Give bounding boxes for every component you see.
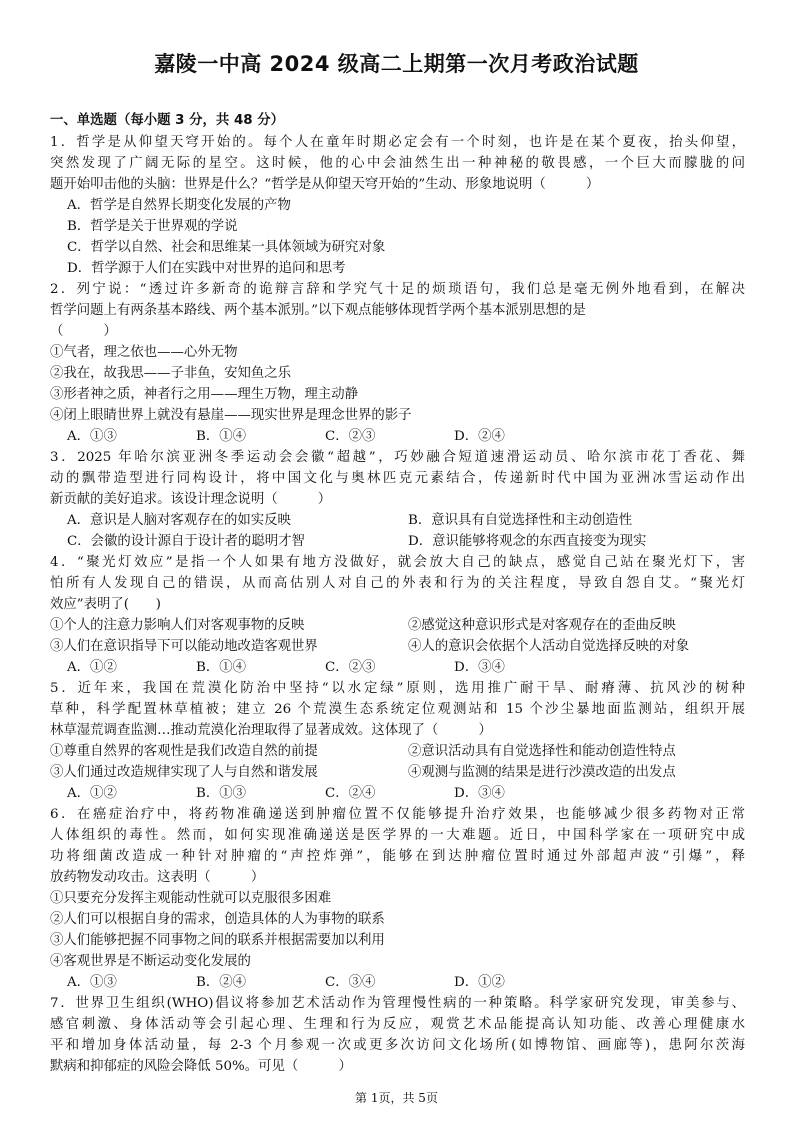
option-a: A．①② bbox=[67, 786, 117, 801]
question-text: 草种，科学配置林草植被；建立 26 个荒漠生态系统定位观测站和 15 个沙尘暴地面监测站，组织开展 bbox=[50, 702, 745, 717]
statement-row bbox=[50, 615, 745, 636]
option-a: A．意识是人脑对客观存在的如实反映 bbox=[67, 513, 291, 528]
option-c: C．哲学以自然、社会和思维某一具体领域为研究对象 bbox=[67, 240, 386, 255]
question-text: 7．世界卫生组织(WHO)倡议将参加艺术活动作为管理慢性病的一种策略。科学家研究发现，审美参与、 bbox=[50, 996, 745, 1011]
statement-4: ④观测与监测的结果是进行沙漠改造的出发点 bbox=[408, 765, 676, 780]
question-text: 突然发现了广阔无际的星空。这时候，他的心中会油然生出一种神秘的敬畏感，一个巨大而朦胧的问 bbox=[50, 156, 745, 171]
answer-options bbox=[50, 531, 745, 552]
option-c: C．会徽的设计源自于设计者的聪明才智 bbox=[67, 534, 305, 549]
statement-2: ②我在，故我思——子非鱼，安知鱼之乐 bbox=[50, 366, 292, 381]
option-d: D．③④ bbox=[454, 786, 505, 801]
option-c: C．②④ bbox=[325, 786, 376, 801]
question-text: 默病和抑郁症的风险会降低 50%。可见（ ） bbox=[50, 1059, 352, 1074]
option-a: A．哲学是自然界长期变化发展的产物 bbox=[67, 198, 291, 213]
question-3 bbox=[50, 447, 745, 552]
option-d: D．③④ bbox=[454, 660, 505, 675]
question-4 bbox=[50, 552, 745, 678]
question-7 bbox=[50, 993, 745, 1077]
option-d: D．①② bbox=[454, 975, 505, 990]
question-text: 4．“聚光灯效应”是指一个人如果有地方没做好，就会放大自己的缺点，感觉自己站在聚光灯下，害 bbox=[50, 555, 745, 570]
question-text: 平和增加身体活动量，每 2-3 个月参观一次或更多次访问文化场所(如博物馆、画廊等)，患阿尔茨海 bbox=[50, 1038, 745, 1053]
question-text: 1．哲学是从仰望天穹开始的。每个人在童年时期必定会有一个时刻，也许是在某个夏夜，抬头仰望， bbox=[50, 135, 745, 150]
page-number: 第 1页，共 5页 bbox=[355, 1091, 438, 1105]
statement-2: ②意识活动具有自觉选择性和能动创造性特点 bbox=[408, 744, 676, 759]
statement-row bbox=[50, 762, 745, 783]
option-b: B．②④ bbox=[196, 975, 247, 990]
option-c: C．③④ bbox=[325, 975, 376, 990]
question-text: 林草湿荒调查监测…推动荒漠化治理取得了显著成效。这体现了（ ） bbox=[50, 723, 492, 738]
option-b: B．①③ bbox=[196, 786, 247, 801]
statement-1: ①个人的注意力影响人们对客观事物的反映 bbox=[50, 618, 305, 633]
question-text: 哲学问题上有两条基本路线、两个基本派别。”以下观点能够体现哲学两个基本派别思想的是 bbox=[50, 303, 586, 318]
section-heading: 一、单选题（每小题 3 分，共 48 分） bbox=[50, 113, 285, 128]
question-6 bbox=[50, 804, 745, 993]
question-2 bbox=[50, 279, 745, 447]
statement-3: ③人们能够把握不同事物之间的联系并根据需要加以利用 bbox=[50, 933, 385, 948]
option-d: D．②④ bbox=[454, 429, 505, 444]
statement-row bbox=[50, 741, 745, 762]
question-text: 3．2025 年哈尔滨亚洲冬季运动会会徽“超越”，巧妙融合短道速滑运动员、哈尔滨市花丁香花、舞 bbox=[50, 450, 745, 465]
question-text: 效应”表明了( ) bbox=[50, 597, 162, 612]
question-5 bbox=[50, 678, 745, 804]
option-b: B．①④ bbox=[196, 429, 247, 444]
statement-row bbox=[50, 636, 745, 657]
statement-4: ④客观世界是不断运动变化发展的 bbox=[50, 954, 251, 969]
statement-3: ③形者神之质，神者行之用——理生万物，理主动静 bbox=[50, 387, 358, 402]
statement-2: ②感觉这种意识形式是对客观存在的歪曲反映 bbox=[408, 618, 676, 633]
question-text: 新贡献的美好追求。该设计理念说明（ ） bbox=[50, 492, 332, 507]
statement-4: ④闭上眼睛世界上就没有悬崖——现实世界是理念世界的影子 bbox=[50, 408, 412, 423]
option-d: D．意识能够将观念的东西直接变为现实 bbox=[408, 534, 647, 549]
question-text: 2．列宁说：“透过许多新奇的诡辩言辞和学究气十足的烦琐语句，我们总是毫无例外地看到，在解决 bbox=[50, 282, 745, 297]
question-text: 怕所有人发现自己的错误，从而高估别人对自己的外表和行为的关注程度，导致自怨自艾。“聚光灯 bbox=[50, 576, 745, 591]
statement-4: ④人的意识会依据个人活动自觉选择反映的对象 bbox=[408, 639, 690, 654]
option-c: C．②③ bbox=[325, 660, 376, 675]
question-text: 人体组织的毒性。然而，如何实现准确递送是医学界的一大难题。近日，中国科学家在一项研究中成 bbox=[50, 828, 745, 843]
option-a: A．①③ bbox=[67, 975, 117, 990]
option-b: B．①④ bbox=[196, 660, 247, 675]
answer-options bbox=[50, 783, 745, 804]
statement-3: ③人们在意识指导下可以能动地改造客观世界 bbox=[50, 639, 318, 654]
question-text: 5．近年来，我国在荒漠化防治中坚持“以水定绿”原则，选用推广耐干旱、耐瘠薄、抗风沙的树种 bbox=[50, 681, 745, 696]
option-d: D．哲学源于人们在实践中对世界的追问和思考 bbox=[67, 261, 346, 276]
question-text: 感官刺激、身体活动等会引起心理、生理和行为反应，观赏艺术品能提高认知功能、改善心理健康水 bbox=[50, 1017, 745, 1032]
question-text: 6．在癌症治疗中，将药物准确递送到肿瘤位置不仅能够提升治疗效果，也能够减少很多药物对正常 bbox=[50, 807, 745, 822]
option-a: A．①② bbox=[67, 660, 117, 675]
option-b: B．意识具有自觉选择性和主动创造性 bbox=[408, 513, 633, 528]
statement-1: ①尊重自然界的客观性是我们改造自然的前提 bbox=[50, 744, 318, 759]
answer-options bbox=[50, 510, 745, 531]
option-c: C．②③ bbox=[325, 429, 376, 444]
statement-1: ①只要充分发挥主观能动性就可以克服很多困难 bbox=[50, 891, 332, 906]
statement-1: ①气者，理之依也——心外无物 bbox=[50, 345, 238, 360]
option-b: B．哲学是关于世界观的学说 bbox=[67, 219, 238, 234]
question-text: （ ） bbox=[50, 324, 117, 339]
answer-options bbox=[50, 657, 745, 678]
question-text: 功将细菌改造成一种针对肿瘤的“声控炸弹”，能够在到达肿瘤位置时通过外部超声波“引爆”，释 bbox=[50, 849, 745, 864]
statement-3: ③人们通过改造规律实现了人与自然和谐发展 bbox=[50, 765, 318, 780]
page-title: 嘉陵一中高 2024 级高二上期第一次月考政治试题 bbox=[154, 52, 639, 76]
option-a: A．①③ bbox=[67, 429, 117, 444]
question-text: 题开始叩击他的头脑：世界是什么？“哲学是从仰望天穹开始的”生动、形象地说明（ ） bbox=[50, 177, 600, 192]
statement-2: ②人们可以根据自身的需求，创造具体的人为事物的联系 bbox=[50, 912, 385, 927]
question-content bbox=[50, 110, 745, 1077]
answer-options bbox=[50, 972, 745, 993]
question-text: 动的飘带造型进行同构设计，将中国文化与奥林匹克元素结合，传递新时代中国为亚洲冰雪运动作出 bbox=[50, 471, 745, 486]
answer-options bbox=[50, 426, 745, 447]
question-text: 放药物发动攻击。这表明（ ） bbox=[50, 870, 265, 885]
question-1 bbox=[50, 132, 745, 279]
